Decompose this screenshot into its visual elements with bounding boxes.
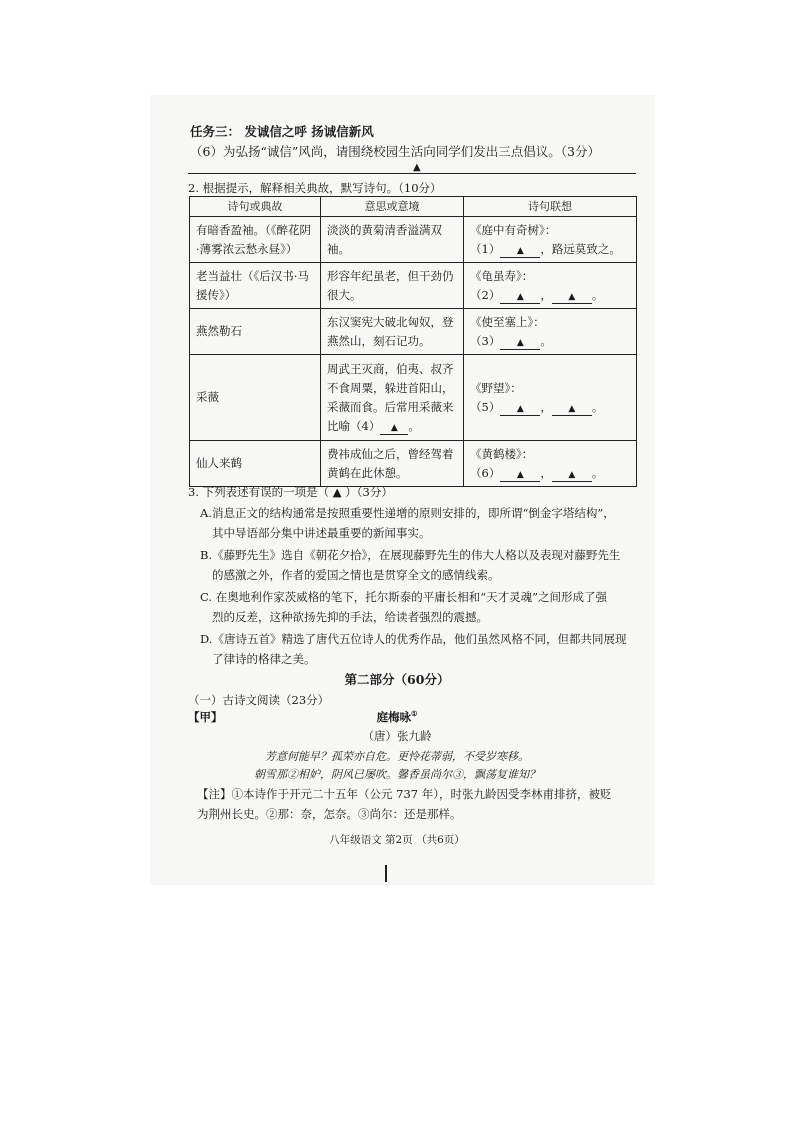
poem-line-1: 芳意何能早？孤荣亦自危。更怜花蒂弱，不受岁寒移。 — [265, 750, 529, 763]
meaning-cell: 淡淡的黄菊清香溢满双袖。 — [321, 217, 464, 263]
blank-field[interactable]: ▲ — [380, 422, 408, 435]
line-suffix: 。 — [591, 399, 604, 414]
blank-field[interactable]: ▲ — [500, 291, 540, 304]
line-suffix: ，路远莫致之。 — [540, 241, 621, 256]
option-d-line2: 了律诗的格律之美。 — [212, 652, 316, 666]
answer-line — [188, 173, 636, 174]
meaning-text: 周武王灭商，伯夷、叔齐不食周粟，躲进首阳山，采薇而食。后常用采薇来比喻（4） — [327, 361, 454, 433]
meaning-cell: 东汉窦宪大破北匈奴，登燕然山，刻石记功。 — [321, 309, 464, 355]
header-allusion: 诗句或典故 — [190, 197, 321, 217]
link-cell — [464, 355, 637, 441]
poem-table — [189, 196, 637, 487]
option-a-line1: A.消息正文的结构通常是按照重要性递增的原则安排的，即所谓“倒金字塔结构”， — [200, 506, 615, 520]
answer-line-row: （2） ▲ ， ▲ 。 — [470, 287, 604, 302]
line-suffix: 。 — [591, 287, 604, 302]
link-cell — [464, 441, 637, 487]
table-header-row — [190, 197, 637, 217]
option-c-line2: 烈的反差，这种欲扬先抑的手法，给读者强烈的震撼。 — [212, 610, 488, 624]
q6-text: （6）为弘扬“诚信”风尚，请围绕校园生活向同学们发出三点倡议。（3分） — [190, 144, 600, 159]
meaning-cell — [321, 355, 464, 441]
link-title: 《使至塞上》： — [470, 314, 545, 329]
poem-title — [0, 709, 794, 725]
blank-field[interactable]: ▲ — [500, 469, 540, 482]
note-line-1: 【注】①本诗作于开元二十五年（公元 737 年），时张九龄因受李林甫排挤，被贬 — [197, 787, 612, 801]
answer-triangle-icon: ▲ — [413, 162, 421, 173]
section1-title: （一）古诗文阅读（23分） — [188, 693, 330, 707]
link-cell — [464, 309, 637, 355]
page-footer: 八年级语文 第2页 （共6页） — [329, 834, 465, 846]
option-a-line2: 其中导语部分集中讲述最重要的新闻事实。 — [212, 526, 431, 540]
table-row — [190, 309, 637, 355]
table-row — [190, 355, 637, 441]
label-jia: 【甲】 — [188, 710, 223, 724]
question-number: （2） — [470, 287, 501, 302]
meaning-cell: 费祎成仙之后，曾经驾着黄鹤在此休憩。 — [321, 441, 464, 487]
link-title: 《黄鹤楼》： — [470, 446, 534, 461]
blank-field[interactable]: ▲ — [500, 403, 540, 416]
question-number: （3） — [470, 333, 501, 348]
allusion-cell: 有暗香盈袖。（《醉花阴·薄雾浓云愁永昼》） — [190, 217, 321, 263]
line-suffix: 。 — [540, 333, 552, 348]
note-marker: ① — [411, 709, 418, 719]
blank-field[interactable]: ▲ — [500, 337, 540, 350]
link-cell — [464, 263, 637, 309]
answer-line-row: （6） ▲ ， ▲ 。 — [470, 465, 604, 480]
option-d-line1: D.《唐诗五首》精选了唐代五位诗人的优秀作品，他们虽然风格不同，但都共同展现 — [200, 632, 627, 646]
allusion-cell: 仙人来鹤 — [190, 441, 321, 487]
scan-mark — [385, 865, 387, 882]
allusion-cell: 老当益壮（《后汉书·马援传》） — [190, 263, 321, 309]
line-suffix: 。 — [591, 465, 604, 480]
allusion-cell: 燕然勒石 — [190, 309, 321, 355]
poem-line-2: 朝雪那②相妒，阴风已屡吹。馨香虽尚尔③，飘荡复谁知？ — [254, 768, 540, 781]
blank-field[interactable]: ▲ — [552, 291, 592, 304]
link-title: 《庭中有奇树》： — [470, 222, 557, 237]
table-row — [190, 263, 637, 309]
task3-title: 任务三： 发诚信之呼 扬诚信新风 — [190, 124, 374, 139]
question-number: （6） — [470, 465, 501, 480]
link-title: 《龟虽寿》： — [470, 268, 534, 283]
poem-title-text: 庭梅咏 — [376, 710, 412, 724]
q3-prompt: 3. 下列表述有误的一项是（ ▲ ）（3分） — [188, 485, 393, 499]
meaning-cell: 形容年纪虽老，但干劲仍很大。 — [321, 263, 464, 309]
question-number: （1） — [470, 241, 501, 256]
question-number: （5） — [470, 399, 501, 414]
option-b-line2: 的感激之外，作者的爱国之情也是贯穿全文的感情线索。 — [212, 568, 500, 582]
table-row — [190, 441, 637, 487]
allusion-cell: 采薇 — [190, 355, 321, 441]
link-title: 《野望》： — [470, 380, 522, 395]
answer-line-row: （5） ▲ ， ▲ 。 — [470, 399, 604, 414]
answer-line-row — [470, 240, 630, 259]
poem-author: （唐）张九龄 — [362, 729, 432, 743]
q2-prompt: 2. 根据提示，解释相关典故，默写诗句。（10分） — [188, 181, 442, 195]
note-line-2: 为荆州长史。②那：奈，怎奈。③尚尔：还是那样。 — [197, 807, 462, 821]
link-cell — [464, 217, 637, 263]
option-c-line1: C. 在奥地利作家茨威格的笔下，托尔斯泰的平庸长相和“天才灵魂”之间形成了强 — [200, 590, 607, 604]
blank-field[interactable]: ▲ — [552, 469, 592, 482]
blank-field[interactable]: ▲ — [500, 245, 540, 258]
header-meaning: 意思或意境 — [321, 197, 464, 217]
table-row — [190, 217, 637, 263]
option-b-line1: B.《藤野先生》选自《朝花夕拾》，在展现藤野先生的伟大人格以及表现对藤野先生 — [200, 548, 621, 562]
blank-field[interactable]: ▲ — [552, 403, 592, 416]
part2-title: 第二部分（60分） — [344, 672, 450, 687]
answer-line-row — [470, 332, 630, 351]
header-link: 诗句联想 — [464, 197, 637, 217]
meaning-end: 。 — [408, 418, 420, 433]
